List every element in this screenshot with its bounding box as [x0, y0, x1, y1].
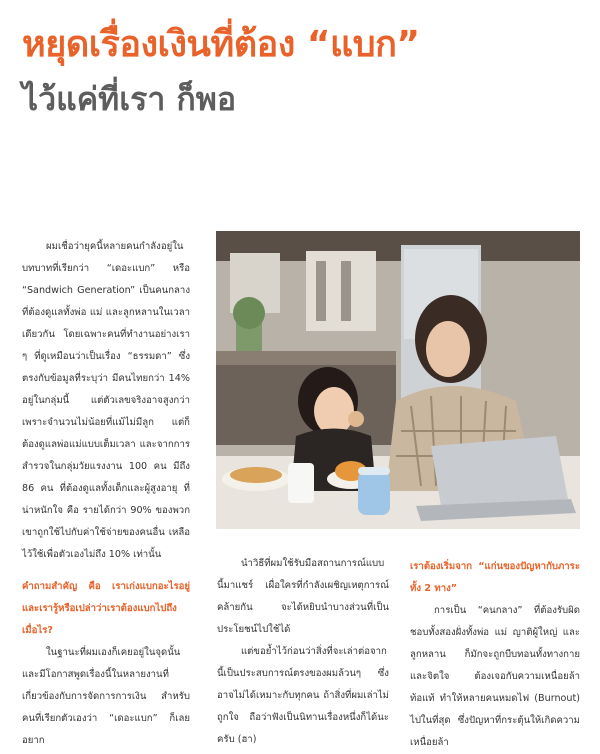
right-paragraph-1: การเป็น “คนกลาง” ที่ต้องรับผิดชอบทั้งสองฝั่งทั้งพ่อ แม่ ญาติผู้ใหญ่ และลูกหลาน ก็มักจะถูกบีบทอนทั้งทางกายและจิตใจ ต้องเจอกับความเหนื่อยล้า ท้อแท้ ทำให้หลายคนหมดไฟ (Burnout) ไปในที่สุด ซึ่งปัญหาที่กระตุ้นให้เกิดความเหนื่อยล้า: [410, 605, 580, 748]
right-heading: เราต้องเริ่มจาก “แก่นของปัญหากับภาระทั้ง 2 ทาง”: [410, 561, 580, 594]
left-paragraph-1: ผมเชื่อว่ายุคนี้หลายคนกำลังอยู่ในบทบาทที่เรียกว่า “เดอะแบก” หรือ “Sandwich Generation” เป็นคนกลางที่ต้องดูแลทั้งพ่อ แม่ และลูกหลานในเวลาเดียวกัน โดยเฉพาะคนที่ทำงานอย่างเรา ๆ ที่ดูเหมือนว่าเป็นเรื่อง “ธรรมดา” ซึ่งตรงกับข้อมูลที่ระบุว่า มีคนไทยกว่า 14% อยู่ในกลุ่มนี้ แต่ตัวเลขจริงอาจสูงกว่า เพราะจำนวนไม่น้อยที่แม้ไม่มีลูก แต่ก็ต้องดูแลพ่อแม่แบบเต็มเวลา และจากการสำรวจในกลุ่มวัยแรงงาน 100 คน มีถึง 86 คน ที่ต้องดูแลทั้งเด็กและผู้สูงอายุ ที่น่าหนักใจ คือ รายได้กว่า 90% ของพวกเขาถูกใช้ไปกับค่าใช้จ่ายของคนอื่น เหลือไว้ใช้เพื่อตัวเองไม่ถึง 10% เท่านั้น: [22, 241, 190, 560]
question-heading: คำถามสำคัญ คือ เราเก่งแบกอะไรอยู่ และเรารู้หรือเปล่าว่าเราต้องแบกไปถึงเมื่อไร?: [22, 581, 190, 636]
article-photo: [216, 231, 580, 529]
right-column: [410, 556, 580, 754]
middle-column: [217, 553, 389, 751]
left-paragraph-2: ในฐานะที่ผมเองก็เคยอยู่ในจุดนั้น และมีโอกาสพูดเรื่องนี้ในหลายงานที่เกี่ยวข้องกับการจัดการการเงิน สำหรับคนที่เรียกตัวเองว่า “เดอะแบก” ก็เลยอยาก: [22, 647, 190, 746]
middle-paragraph-1: นำวิธีที่ผมใช้รับมือสถานการณ์แบบนี้มาแชร์ เผื่อใครที่กำลังเผชิญเหตุการณ์คล้ายกัน จะได้หยิบนำบางส่วนที่เป็นประโยชน์ไปใช้ได้: [217, 558, 389, 635]
headline-line-1: หยุดเรื่องเงินที่ต้อง “แบก”: [22, 24, 420, 65]
left-column: [22, 236, 190, 752]
spacer: [22, 566, 190, 576]
headline-line-2: ไว้แค่ที่เรา ก็พอ: [22, 80, 237, 118]
middle-paragraph-2: แต่ขอย้ำไว้ก่อนว่าสิ่งที่จะเล่าต่อจากนี้เป็นประสบการณ์ตรงของผมล้วนๆ ซึ่งอาจไม่ได้เหมาะกับทุกคน ถ้าสิ่งที่ผมเล่าไม่ถูกใจ ถือว่าฟังเป็นนิทานเรื่องหนึ่งก็ได้นะครับ (ฮา): [217, 646, 389, 745]
